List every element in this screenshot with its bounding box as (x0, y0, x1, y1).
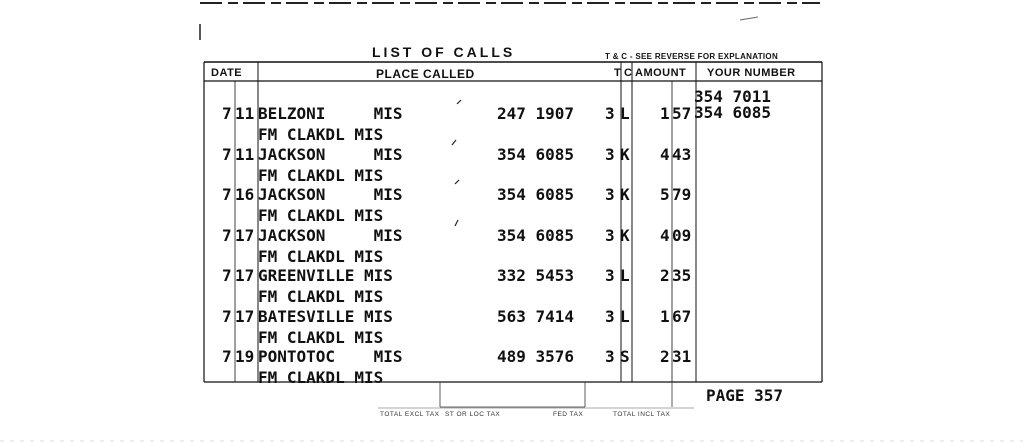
column-header-amount: AMOUNT (635, 67, 687, 79)
call-day: 11 (235, 104, 255, 123)
footer-total-excl: TOTAL EXCL TAX (380, 411, 440, 418)
call-amount-dollars: 1 (660, 104, 670, 123)
call-place: BATESVILLE MIS (258, 306, 393, 326)
your-number-2: 354 6085 (694, 103, 772, 122)
call-c: S (620, 347, 630, 366)
call-month: 7 (222, 104, 232, 123)
call-amount-cents: 57 (672, 104, 692, 123)
call-day: 11 (235, 144, 255, 164)
footer-fed-tax: FED TAX (553, 411, 584, 418)
call-t: 3 (605, 144, 615, 164)
call-amount-dollars: 2 (660, 347, 670, 366)
call-month: 7 (222, 306, 232, 326)
call-t: 3 (605, 266, 615, 285)
call-number: 563 7414 (497, 306, 575, 326)
call-amount-cents: 43 (672, 144, 692, 164)
call-number: 489 3576 (497, 347, 575, 366)
call-day: 17 (235, 266, 255, 285)
call-t: 3 (605, 306, 615, 326)
call-number: 247 1907 (497, 104, 575, 123)
call-place: PONTOTOC MIS (258, 347, 403, 366)
call-month: 7 (222, 225, 232, 245)
call-c: K (620, 144, 630, 164)
call-amount-dollars: 5 (660, 185, 670, 204)
footer-total-incl: TOTAL INCL TAX (613, 411, 671, 418)
page-number: PAGE 357 (706, 386, 784, 405)
call-amount-cents: 35 (672, 266, 692, 285)
call-c: K (620, 225, 630, 245)
column-header-your-number: YOUR NUMBER (707, 67, 796, 79)
call-t: 3 (605, 104, 615, 123)
call-c: L (620, 266, 630, 285)
call-place: JACKSON MIS (258, 144, 403, 164)
call-amount-cents: 09 (672, 225, 692, 245)
call-month: 7 (222, 144, 232, 164)
call-amount-dollars: 1 (660, 306, 670, 326)
column-header-place: PLACE CALLED (376, 67, 475, 81)
call-amount-dollars: 2 (660, 266, 670, 285)
call-amount-dollars: 4 (660, 225, 670, 245)
call-number: 354 6085 (497, 185, 575, 204)
tc-note: T & C - SEE REVERSE FOR EXPLANATION (605, 52, 779, 61)
call-from: FM CLAKDL MIS (258, 246, 384, 266)
column-header-c: C (624, 67, 633, 79)
call-place: JACKSON MIS (258, 225, 403, 245)
call-month: 7 (222, 266, 232, 285)
call-month: 7 (222, 347, 232, 366)
call-day: 17 (235, 306, 255, 326)
call-amount-cents: 79 (672, 185, 692, 204)
call-place: JACKSON MIS (258, 185, 403, 204)
call-amount-dollars: 4 (660, 144, 670, 164)
call-from: FM CLAKDL MIS (258, 206, 384, 225)
column-header-t: T (614, 67, 622, 79)
your-number-1: 354 7011 (694, 87, 772, 106)
call-place: GREENVILLE MIS (258, 266, 393, 285)
call-t: 3 (605, 225, 615, 245)
call-t: 3 (605, 185, 615, 204)
call-from: FM CLAKDL MIS (258, 287, 384, 306)
call-number: 354 6085 (497, 225, 575, 245)
call-month: 7 (222, 185, 232, 204)
footer-st-tax: ST OR LOC TAX (445, 411, 501, 418)
call-from: FM CLAKDL MIS (258, 125, 384, 144)
form-title: LIST OF CALLS (372, 44, 516, 60)
call-c: L (620, 306, 630, 326)
call-from: FM CLAKDL MIS (258, 327, 384, 347)
call-c: L (620, 104, 630, 123)
call-t: 3 (605, 347, 615, 366)
call-day: 19 (235, 347, 255, 366)
call-number: 354 6085 (497, 144, 575, 164)
call-day: 17 (235, 225, 255, 245)
call-place: BELZONI MIS (258, 104, 403, 123)
column-header-date: DATE (211, 67, 243, 79)
call-from: FM CLAKDL MIS (258, 165, 384, 185)
call-day: 16 (235, 185, 255, 204)
call-c: K (620, 185, 630, 204)
call-number: 332 5453 (497, 266, 575, 285)
call-amount-cents: 67 (672, 306, 692, 326)
call-amount-cents: 31 (672, 347, 692, 366)
call-from: FM CLAKDL MIS (258, 368, 384, 387)
